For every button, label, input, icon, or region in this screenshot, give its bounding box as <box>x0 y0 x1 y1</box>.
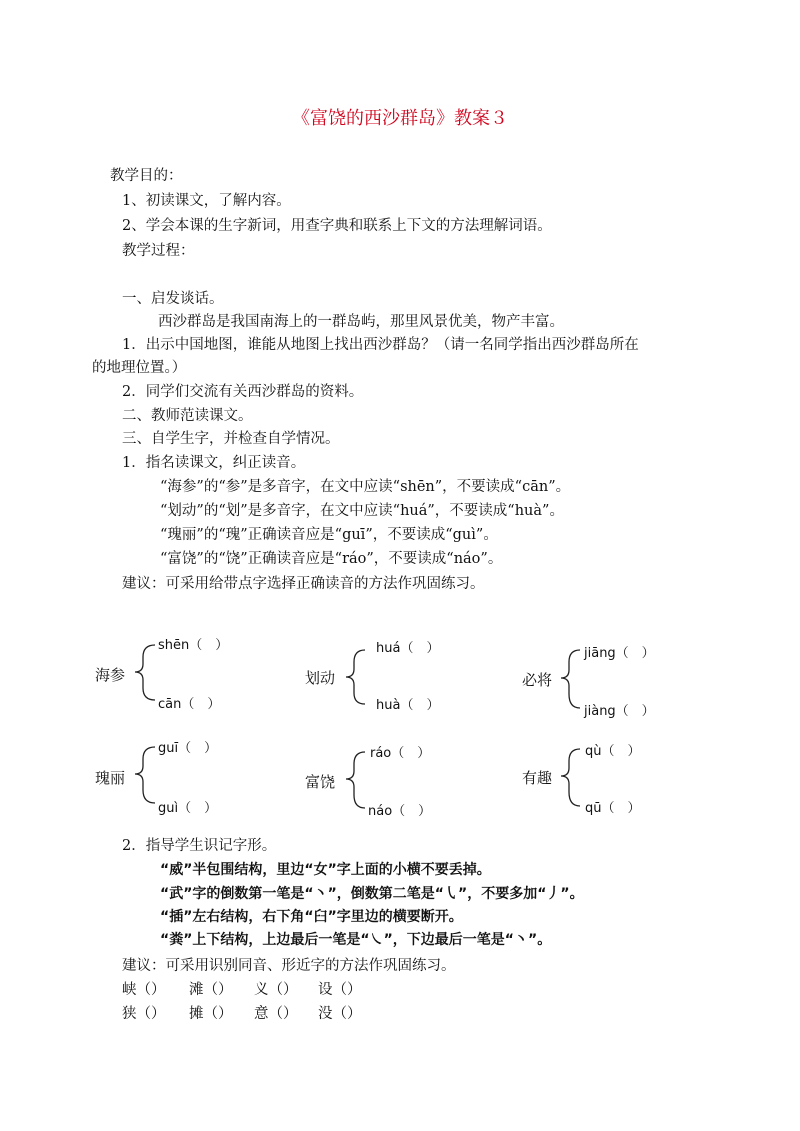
brace-icon <box>561 650 580 708</box>
reading-note: “划动”的“划”是多音字，在文中应读“huá”，不要读成“huà”。 <box>160 503 564 519</box>
section2-heading: 二、教师范读课文。 <box>122 408 253 424</box>
pinyin-option: ráo（ ） <box>370 746 431 761</box>
pinyin-option: jiàng（ ） <box>584 704 655 719</box>
process-heading: 教学过程： <box>122 243 195 259</box>
char-blank: 峡（） <box>122 982 166 998</box>
exercise-word: 海参 <box>95 666 126 684</box>
char-blank: 设（） <box>318 982 362 998</box>
brace-icon <box>135 747 155 803</box>
char-blank: 滩（） <box>189 982 233 998</box>
section3-item2: 2．指导学生识记字形。 <box>122 838 277 854</box>
objective-item: 1、初读课文，了解内容。 <box>122 193 291 209</box>
exercise-word: 有趣 <box>522 769 553 787</box>
reading-note: “海参”的“参”是多音字，在文中应读“shēn”，不要读成“cān”。 <box>160 479 571 495</box>
pinyin-option: shēn（ ） <box>158 638 229 653</box>
objectives-heading: 教学目的： <box>110 168 183 184</box>
char-blank: 摊（） <box>189 1006 233 1022</box>
pinyin-option: qù（ ） <box>585 744 641 759</box>
section1-heading: 一、启发谈话。 <box>122 291 224 307</box>
pinyin-option: qū（ ） <box>585 801 641 816</box>
char-blank: 意（） <box>254 1006 298 1022</box>
brace-icon <box>561 749 580 806</box>
exercise-word: 瑰丽 <box>95 769 126 787</box>
pinyin-option: huá（ ） <box>376 641 440 656</box>
shape-note: “武”字的倒数第一笔是“丶”，倒数第二笔是“㇂”，不要多加“丿”。 <box>160 886 584 902</box>
shape-note: “威”半包围结构，里边“女”字上面的小横不要丢掉。 <box>160 862 491 878</box>
section1-item1: 1．出示中国地图，谁能从地图上找出西沙群岛？（请一名同学指出西沙群岛所在 <box>122 337 639 353</box>
exercise-word: 富饶 <box>305 773 336 791</box>
pinyin-option: huà（ ） <box>376 698 440 713</box>
pinyin-option: náo（ ） <box>368 804 432 819</box>
char-blank: 狭（） <box>122 1006 166 1022</box>
objective-item: 2、学会本课的生字新词，用查字典和联系上下文的方法理解词语。 <box>122 218 552 234</box>
reading-note: “富饶”的“饶”正确读音应是“ráo”，不要读成“náo”。 <box>160 551 503 567</box>
document-title: 《富饶的西沙群岛》教案３ <box>292 108 508 129</box>
brace-icon <box>135 645 155 700</box>
pinyin-option: cān（ ） <box>158 697 221 712</box>
suggestion: 建议：可采用给带点字选择正确读音的方法作巩固练习。 <box>122 576 485 592</box>
char-blank: 没（） <box>318 1006 362 1022</box>
shape-note: “插”左右结构，右下角“臼”字里边的横要断开。 <box>160 909 463 925</box>
reading-note: “瑰丽”的“瑰”正确读音应是“guī”，不要读成“guì”。 <box>160 527 498 543</box>
section3-item1: 1．指名读课文，纠正读音。 <box>122 455 306 471</box>
shape-note: “粪”上下结构，上边最后一笔是“㇏”，下边最后一笔是“丶”。 <box>160 932 552 948</box>
exercise-word: 必将 <box>522 671 553 689</box>
brace-icon <box>346 650 365 704</box>
pinyin-option: guī（ ） <box>158 741 218 756</box>
pinyin-option: guì（ ） <box>158 801 218 816</box>
suggestion: 建议：可采用识别同音、形近字的方法作巩固练习。 <box>122 958 456 974</box>
pinyin-option: jiāng（ ） <box>584 646 655 661</box>
section1-item2: 2．同学们交流有关西沙群岛的资料。 <box>122 384 364 400</box>
exercise-word: 划动 <box>305 669 336 687</box>
brace-icon <box>346 752 365 808</box>
section1-item1-cont: 的地理位置。） <box>92 360 187 376</box>
section1-intro: 西沙群岛是我国南海上的一群岛屿，那里风景优美，物产丰富。 <box>158 314 564 330</box>
char-blank: 义（） <box>254 982 298 998</box>
section3-heading: 三、自学生字，并检查自学情况。 <box>122 431 340 447</box>
